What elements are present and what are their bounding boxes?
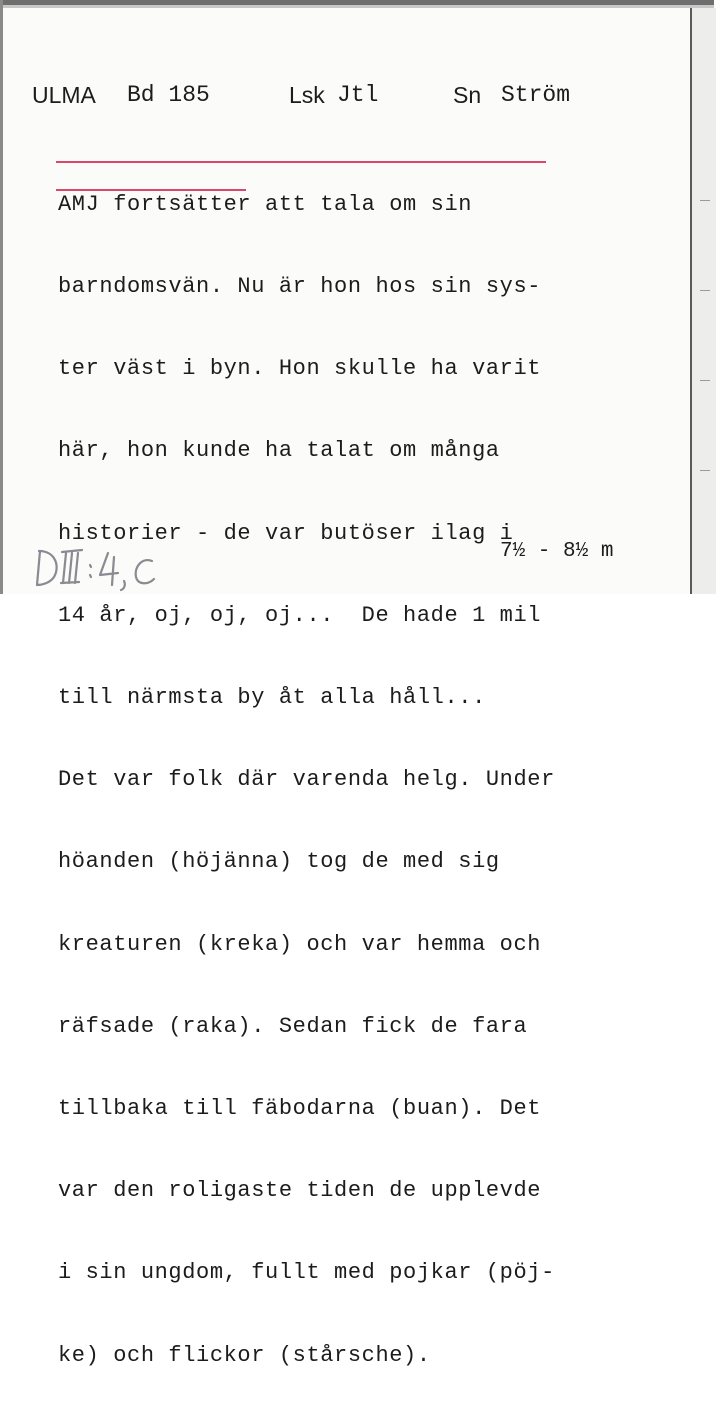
socken-value: Ström (501, 82, 571, 108)
transcript-line: till närmsta by åt alla håll... (58, 685, 486, 711)
card-left-edge (0, 0, 3, 594)
edge-tick (700, 380, 710, 381)
transcript-line: var den roligaste tiden de upplevde (58, 1178, 542, 1204)
transcript-line: i sin ungdom, fullt med pojkar (pöj- (58, 1260, 555, 1286)
transcript-line: barndomsvän. Nu är hon hos sin sys- (58, 274, 542, 300)
landskap-label: Lsk (289, 82, 325, 108)
handwritten-signature-mark (34, 545, 184, 591)
landskap-value: Jtl (337, 82, 379, 108)
transcript-line: ke) och flickor (stårsche). (58, 1342, 431, 1368)
edge-tick (700, 290, 710, 291)
card-right-edge-strip (690, 8, 716, 594)
transcript-line: Det var folk där varenda helg. Under (58, 767, 555, 793)
transcript-line: historier - de var butöser ilag i (58, 520, 514, 546)
transcript-line: kreaturen (kreka) och var hemma och (58, 931, 542, 957)
red-underline-first-line (56, 161, 546, 163)
transcript-line: ter väst i byn. Hon skulle ha varit (58, 356, 542, 382)
tape-measure: 7½ - 8½ m (500, 540, 614, 563)
edge-tick (700, 470, 710, 471)
red-underline-second-line (56, 189, 246, 191)
transcript-line: räfsade (raka). Sedan fick de fara (58, 1013, 528, 1039)
transcript-line: AMJ fortsätter att tala om sin (58, 191, 473, 217)
card-top-edge-shadow (0, 5, 714, 8)
edge-tick (700, 200, 710, 201)
record-number: Bd 185 (127, 82, 210, 108)
archive-code: ULMA (32, 82, 96, 108)
socken-label: Sn (453, 82, 482, 108)
transcript-line: här, hon kunde ha talat om många (58, 438, 500, 464)
transcript-line: höanden (höjänna) tog de med sig (58, 849, 500, 875)
transcript-body (58, 136, 688, 1424)
transcript-line: tillbaka till fäbodarna (buan). Det (58, 1096, 542, 1122)
transcript-line: 14 år, oj, oj, oj... De hade 1 mil (58, 602, 542, 628)
